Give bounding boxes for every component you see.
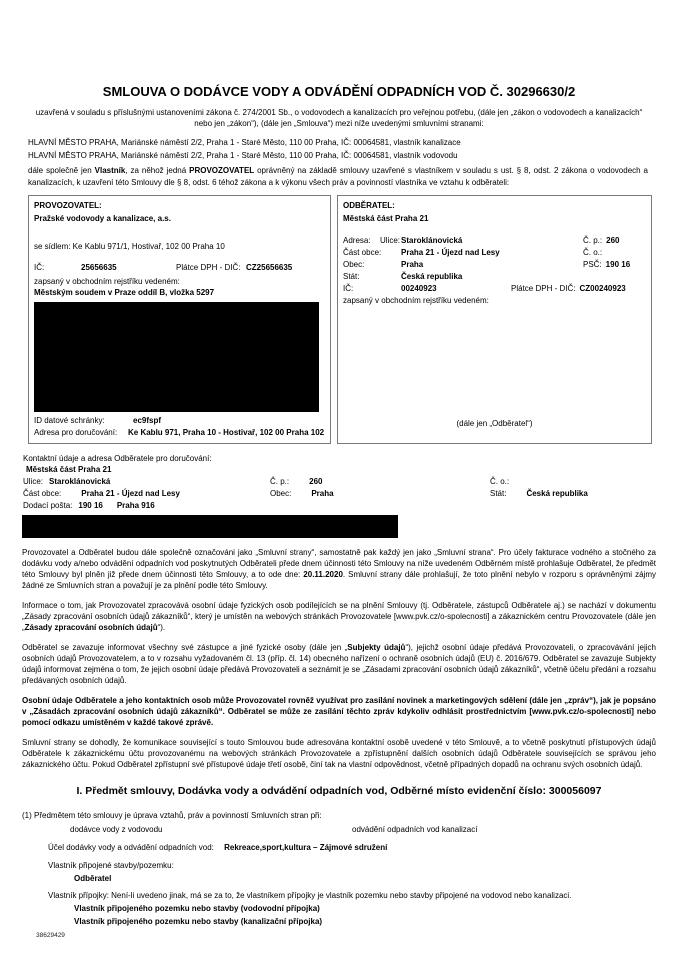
paragraph-marketing-consent: Osobní údaje Odběratele a jeho kontaktních osob může Provozovatel rovněž využívat pro zasílání novinek a marketingových sdělení (dále jen „zpráv“), jak je popsáno v „Zásadách zpracování osobních údajů zákazníků“. Odběratel se může ze zasílání těchto zpráv kdykoliv odhlásit prostřednictvím [www.pvk.cz/o-spolecnosti] nebo pomocí odkazu umístěném v každé takové zprávě. bbox=[22, 696, 656, 727]
contact-co-label: Č. o.: bbox=[490, 477, 510, 486]
section-1-item-1: (1) Předmětem této smlouvy je úprava vztahů, práv a povinností Smluvních stran při: bbox=[22, 811, 322, 820]
customer-co-label: Č. o.: bbox=[583, 248, 603, 257]
customer-district-row bbox=[343, 247, 646, 259]
customer-street-value: Staroklánovická bbox=[401, 236, 463, 245]
contact-state-value: Česká republika bbox=[526, 489, 588, 498]
customer-state-value: Česká republika bbox=[401, 272, 463, 281]
customer-alias: (dále jen „Odběratel“) bbox=[456, 419, 533, 428]
customer-psc-label: PSČ: bbox=[583, 260, 602, 269]
purpose-label: Účel dodávky vody a odvádění odpadních vod: bbox=[48, 843, 214, 852]
customer-street-row bbox=[343, 235, 646, 247]
redacted-block-contact bbox=[22, 515, 398, 538]
contact-street-label: Ulice: bbox=[23, 477, 44, 486]
purpose-value: Rekreace,sport,kultura – Zájmové sdružení bbox=[224, 843, 388, 852]
intro-clause: uzavřená v souladu s příslušnými ustanoveními zákona č. 274/2001 Sb., o vodovodech a kanalizacích pro veřejnou potřebu, (dále jen „zákon o vodovodech a kanalizacích“ nebo jen „zákon“), (dále jen „Smlouva“) mezi níže uvedenými smluvními stranami: bbox=[35, 108, 643, 128]
customer-district-label: Část obce: bbox=[343, 248, 382, 257]
provider-ic-row bbox=[34, 262, 325, 273]
provider-delivery-value: Ke Kablu 971, Praha 10 - Hostivař, 102 00 Praha 102 bbox=[128, 428, 325, 437]
provider-name: Pražské vodovody a kanalizace, a.s. bbox=[34, 214, 171, 223]
contact-post-zip: 190 16 bbox=[78, 501, 103, 510]
contact-post-city: Praha 916 bbox=[116, 501, 155, 510]
provider-dph-label: Plátce DPH - DIČ: bbox=[176, 263, 241, 272]
owner-representation-clause: dále společně jen Vlastník, za něhož jedná PROVOZOVATEL oprávněný na základě smlouvy uzavřené s vlastníkem v souladu s ust. § 8, odst. 2 zákona o vodovodech a kanalizacích, k uzavření této Smlouvy dle § 8, odst. 6 téhož zákona a k výkonu všech práv a povinností vlastníka ve vztahu k odběrateli: bbox=[28, 166, 648, 187]
customer-address-rows bbox=[343, 235, 646, 307]
contact-cp-label: Č. p.: bbox=[270, 477, 290, 486]
customer-street-label: Ulice: bbox=[380, 236, 401, 245]
customer-city-label: Obec: bbox=[343, 260, 365, 269]
document-number: 38629429 bbox=[36, 932, 65, 939]
customer-state-label: Stát: bbox=[343, 272, 360, 281]
supply-types-row bbox=[22, 824, 656, 835]
redacted-block-provider bbox=[34, 302, 319, 412]
contact-street-value: Staroklánovická bbox=[49, 477, 111, 486]
paragraph-data-subjects: Odběratel se zavazuje informovat všechny své zástupce a jiné fyzické osoby (dále jen „Subjekty údajů“), jejichž osobní údaje předává Provozovateli, o zpracovávání jejich osobních údajů Provozovatelem, a to v rozsahu vyžadovaném čl. 13 (příp. čl. 14) obecného nařízení o ochraně osobních údajů (EU) č. 2016/679. Odběratel se zavazuje Subjekty údajů informovat zejména o tom, že jejich osobní údaje předává Provozovateli a seznámit je se „Zásadami zpracování osobních údajů zákazníků“, včetně účelu předání a rozsahu předávaných osobních údajů. bbox=[22, 643, 657, 685]
contact-district-label: Část obce: bbox=[23, 489, 62, 498]
paragraph-contracting-parties: Provozovatel a Odběratel budou dále společně označováni jako „Smluvní strany“, samostatně pak každý jen jako „Smluvní strana“. Pro účely fakturace vodného a stočného za dodávku vody a/nebo odvádění odpadních vod poskytnutých Odběrateli přede dnem účinnosti této Smlouvy na níže uvedeném Odběrném místě prohlašuje Odběratel, že předmět této Smlouvy byl plněn již přede dnem účinnosti této Smlouvy, a to ode dne: 20.11.2020. Smluvní strany dále prohlašují, že toto plnění nebylo v rozporu s oprávněnými zájmy žádné ze Smluvních stran a považují je za plnění podle této Smlouvy. bbox=[22, 548, 656, 590]
owner-lines bbox=[28, 137, 648, 162]
provider-databox-row bbox=[34, 415, 325, 427]
contact-district-value: Praha 21 - Újezd nad Lesy bbox=[81, 489, 180, 498]
provider-ic-label: IČ: bbox=[34, 263, 45, 272]
connection-owner-note: Vlastník přípojky: Není-li uvedeno jinak, má se za to, že vlastníkem přípojky je vlastník pozemku nebo stavby připojené na vodovod nebo kanalizaci. bbox=[48, 891, 572, 900]
provider-databox-label: ID datové schránky: bbox=[34, 416, 105, 425]
customer-name: Městská část Praha 21 bbox=[343, 214, 429, 223]
wastewater-drainage-label: odvádění odpadních vod kanalizací bbox=[352, 825, 478, 834]
connected-property-owner-label: Vlastník připojené stavby/pozemku: bbox=[48, 861, 174, 870]
paragraph-communication: Smluvní strany se dohodly, že komunikace související s touto Smlouvou bude adresována kontaktní osobě uvedené v této Smlouvě, a to včetně poskytnutí přístupových údajů Odběratele k zákaznickému účtu provozovanému na webových stránkách Provozovatele a zpřístupnění dalších osobních údajů Odběratele souvisejících se správou jeho zákaznického účtu. Pokud Odběratel zpřístupní své přístupové údaje třetí osobě, činí tak na vlastní odpovědnost, včetně případných dopadů na ochranu svých osobních údajů. bbox=[22, 738, 656, 769]
customer-box bbox=[337, 195, 652, 444]
customer-cp-label: Č. p.: bbox=[583, 236, 603, 245]
owner-line-sewer: HLAVNÍ MĚSTO PRAHA, Mariánské náměstí 2/2, Praha 1 - Staré Město, 110 00 Praha, IČ: 00064581, vlastník kanalizace bbox=[28, 138, 461, 147]
contact-heading: Kontaktní údaje a adresa Odběratele pro doručování: bbox=[23, 454, 212, 463]
customer-header: ODBĚRATEL: bbox=[343, 201, 395, 210]
customer-city-value: Praha bbox=[401, 260, 424, 269]
customer-state-row bbox=[343, 271, 646, 283]
contact-row-2 bbox=[23, 488, 656, 500]
customer-ic-label: IČ: bbox=[343, 284, 354, 293]
provider-databox-value: ec9fspf bbox=[133, 416, 162, 425]
contact-city-label: Obec: bbox=[270, 489, 292, 498]
section-1-heading: I. Předmět smlouvy, Dodávka vody a odvádění odpadních vod, Odběrné místo evidenční číslo: 300056097 bbox=[76, 785, 602, 797]
provider-delivery-row bbox=[34, 427, 325, 439]
customer-district-value: Praha 21 - Újezd nad Lesy bbox=[401, 248, 500, 257]
customer-dph-label: Plátce DPH - DIČ: bbox=[511, 284, 576, 293]
customer-cp-value: 260 bbox=[606, 236, 620, 245]
customer-city-row bbox=[343, 259, 646, 271]
customer-ic-row bbox=[343, 283, 646, 295]
parties-section bbox=[28, 195, 656, 444]
document-title: SMLOUVA O DODÁVCE VODY A ODVÁDĚNÍ ODPADNÍCH VOD Č. 30296630/2 bbox=[102, 84, 576, 99]
customer-address-label: Adresa: bbox=[343, 236, 371, 245]
provider-delivery-label: Adresa pro doručování: bbox=[34, 428, 118, 437]
provider-header: PROVOZOVATEL: bbox=[34, 201, 102, 210]
contact-post-label: Dodací pošta: bbox=[23, 501, 73, 510]
customer-dph-value: CZ00240923 bbox=[579, 284, 626, 293]
provider-register-note: zapsaný v obchodním rejstříku vedeném: bbox=[34, 277, 180, 286]
provider-dph-value: CZ25656635 bbox=[246, 263, 293, 272]
provider-box bbox=[28, 195, 331, 444]
connection-owner-water: Vlastník připojeného pozemku nebo stavby (vodovodní přípojka) bbox=[74, 904, 320, 913]
contact-name: Městská část Praha 21 bbox=[26, 465, 112, 474]
water-supply-label: dodávce vody z vodovodu bbox=[70, 825, 163, 834]
contact-cp-value: 260 bbox=[309, 477, 323, 486]
connection-owner-sewer: Vlastník připojeného pozemku nebo stavby (kanalizační přípojka) bbox=[74, 917, 323, 926]
purpose-row bbox=[22, 842, 656, 853]
provider-seat: se sídlem: Ke Kablu 971/1, Hostivař, 102 00 Praha 10 bbox=[34, 242, 225, 251]
owner-line-water: HLAVNÍ MĚSTO PRAHA, Mariánské náměstí 2/2, Praha 1 - Staré Město, 110 00 Praha, IČ: 00064581, vlastník vodovodu bbox=[28, 150, 458, 160]
provider-register-court: Městským soudem v Praze oddíl B, vložka 5297 bbox=[34, 288, 215, 297]
customer-psc-value: 190 16 bbox=[605, 260, 631, 269]
customer-register-note: zapsaný v obchodním rejstříku vedeném: bbox=[343, 296, 489, 305]
connected-property-owner-value: Odběratel bbox=[74, 874, 112, 883]
contact-row-3 bbox=[23, 500, 656, 512]
customer-ic-value: 00240923 bbox=[401, 284, 437, 293]
provider-ic-value: 25656635 bbox=[81, 263, 117, 272]
contact-section bbox=[23, 453, 656, 512]
contact-state-label: Stát: bbox=[490, 489, 507, 498]
contact-city-value: Praha bbox=[311, 489, 334, 498]
contact-row-1 bbox=[23, 476, 656, 488]
paragraph-personal-data-info: Informace o tom, jak Provozovatel zpracovává osobní údaje fyzických osob podílejících se na plnění Smlouvy (tj. Odběratele, zástupců Odběratele aj.) se nachází v dokumentu „Zásady zpracování osobních údajů zákazníků“, který je umístěn na webových stránkách Provozovatele [www.pvk.cz/o-spolecnosti] a zákaznickém centru Provozovatele (dále jen „Zásady zpracování osobních údajů“). bbox=[22, 601, 656, 632]
